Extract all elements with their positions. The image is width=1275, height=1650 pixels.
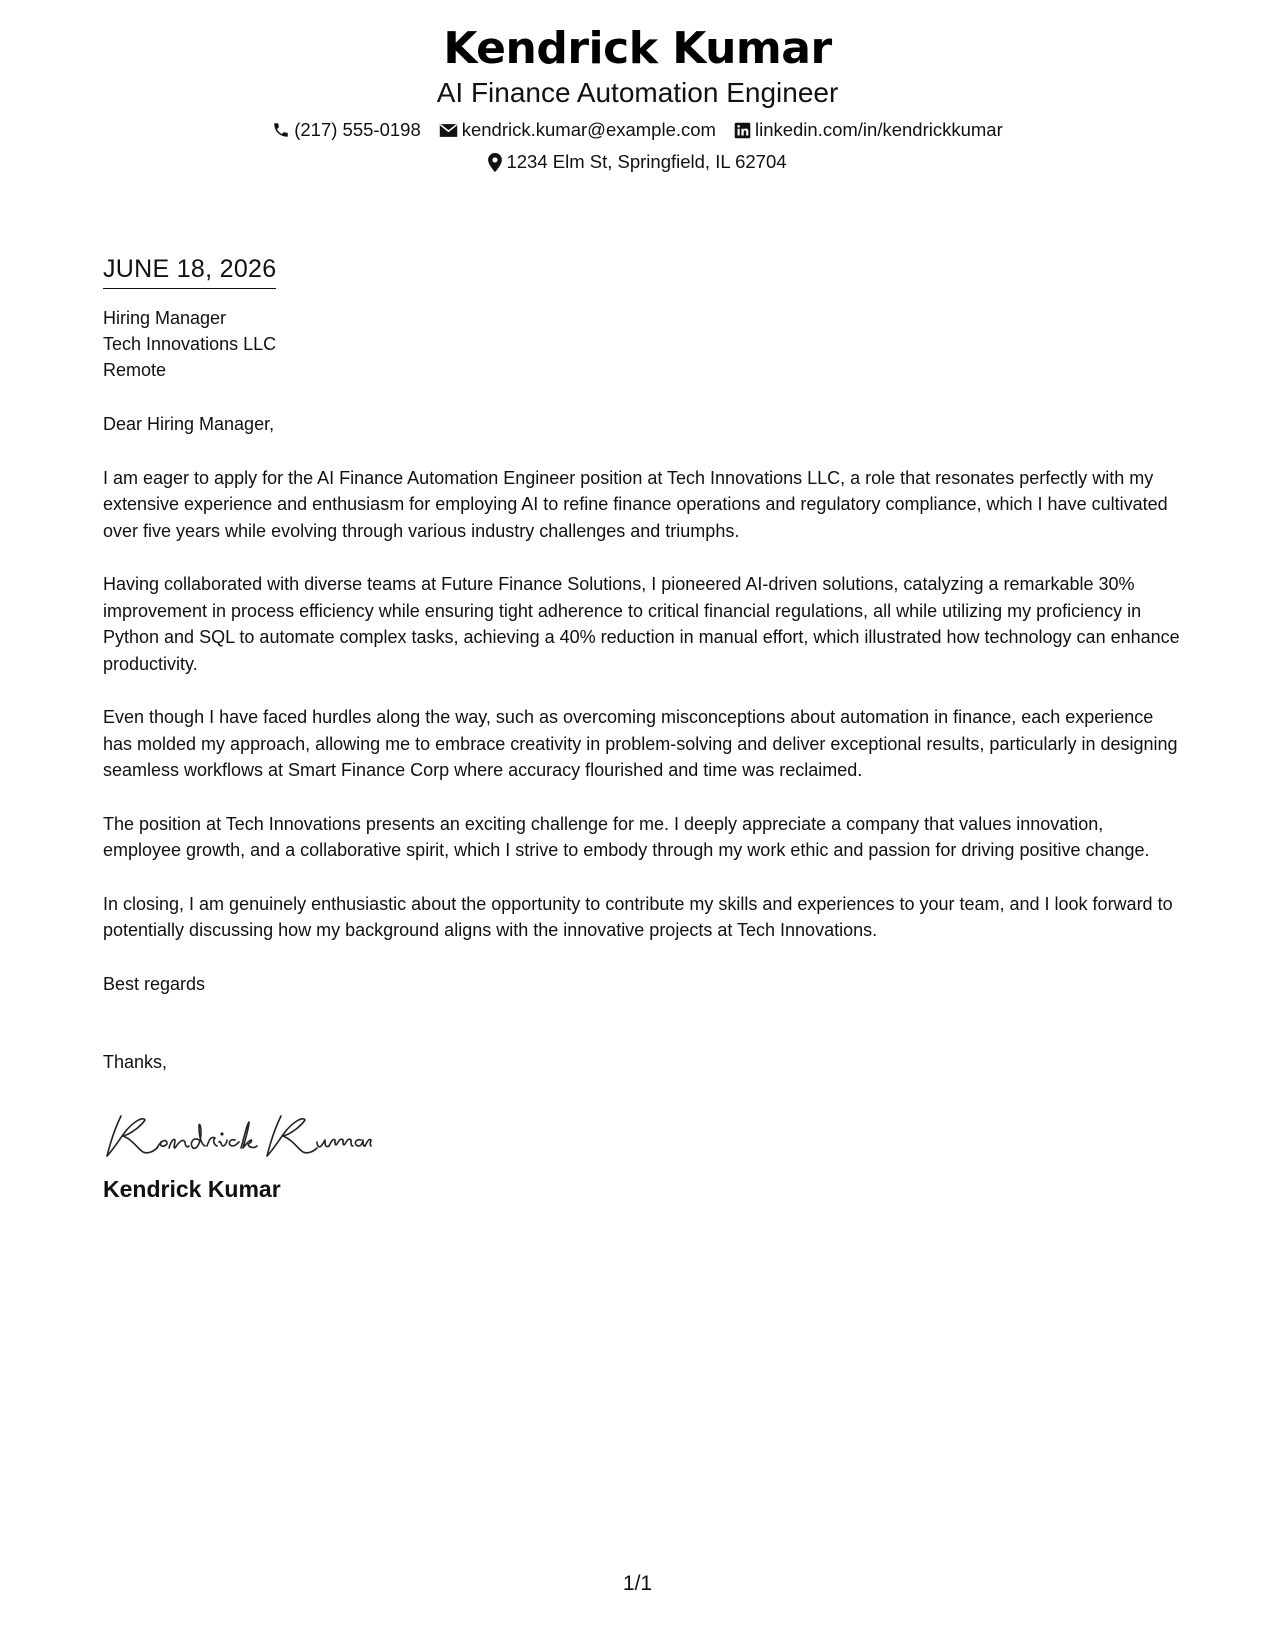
linkedin-icon [734, 122, 751, 139]
applicant-name: Kendrick Kumar [443, 23, 832, 74]
salutation: Dear Hiring Manager, [103, 414, 275, 434]
address-text: 1234 Elm St, Springfield, IL 62704 [506, 151, 787, 172]
letter-header [0, 22, 1275, 174]
thanks-line: Thanks, [103, 1052, 168, 1072]
recipient-company: Tech Innovations LLC [103, 334, 277, 354]
closing: Best regards [103, 973, 206, 994]
address-row [0, 150, 1275, 174]
signed-name: Kendrick Kumar [103, 1175, 281, 1202]
linkedin-text: linkedin.com/in/kendrickkumar [754, 119, 1003, 140]
map-pin-icon [488, 153, 502, 172]
paragraph: The position at Tech Innovations presents an exciting challenge for me. I deeply appreciate a company that values innovation, employee growth, and a collaborative spirit, which I strive to embody through my work ethic and passion for driving positive change. [103, 813, 1150, 860]
email-text: kendrick.kumar@example.com [461, 119, 716, 140]
contact-address [488, 150, 786, 174]
page-number: 1/1 [622, 1572, 653, 1595]
letter-body [103, 252, 1183, 1204]
handwritten-signature [103, 1104, 373, 1164]
contact-row [0, 118, 1275, 142]
paragraph: Even though I have faced hurdles along the way, such as overcoming misconceptions about automation in finance, each experience has molded my approach, allowing me to embrace creativity in problem-solving and deliver exceptional results, particularly in designing seamless workflows at Smart Finance Corp where accuracy flourished and time was reclaimed. [103, 707, 1178, 780]
paragraph: Having collaborated with diverse teams at Future Finance Solutions, I pioneered AI-driven solutions, catalyzing a remarkable 30% improvement in process efficiency while ensuring tight adherence to critical financial regulations, all while utilizing my proficiency in Python and SQL to automate complex tasks, achieving a 40% reduction in manual effort, which illustrated how technology can enhance productivity. [103, 574, 1180, 674]
contact-linkedin [734, 118, 1003, 142]
applicant-title: AI Finance Automation Engineer [436, 77, 839, 108]
contact-email [439, 118, 716, 142]
recipient-block [103, 305, 1183, 383]
recipient-line: Hiring Manager [103, 308, 227, 328]
phone-text: (217) 555-0198 [294, 119, 421, 140]
letter-date: JUNE 18, 2026 [103, 252, 276, 289]
recipient-location: Remote [103, 360, 167, 380]
contact-phone [272, 118, 421, 142]
envelope-icon [439, 123, 458, 138]
paragraph: In closing, I am genuinely enthusiastic about the opportunity to contribute my skills and experiences to your team, and I look forward to potentially discussing how my background aligns with the innovative projects at Tech Innovations. [103, 893, 1173, 940]
phone-icon [272, 121, 290, 139]
paragraph: I am eager to apply for the AI Finance Automation Engineer position at Tech Innovations LLC, a role that resonates perfectly with my extensive experience and enthusiasm for employing AI to refine finance operations and regulatory compliance, which I have cultivated over five years while evolving through various industry challenges and triumphs. [103, 467, 1168, 541]
